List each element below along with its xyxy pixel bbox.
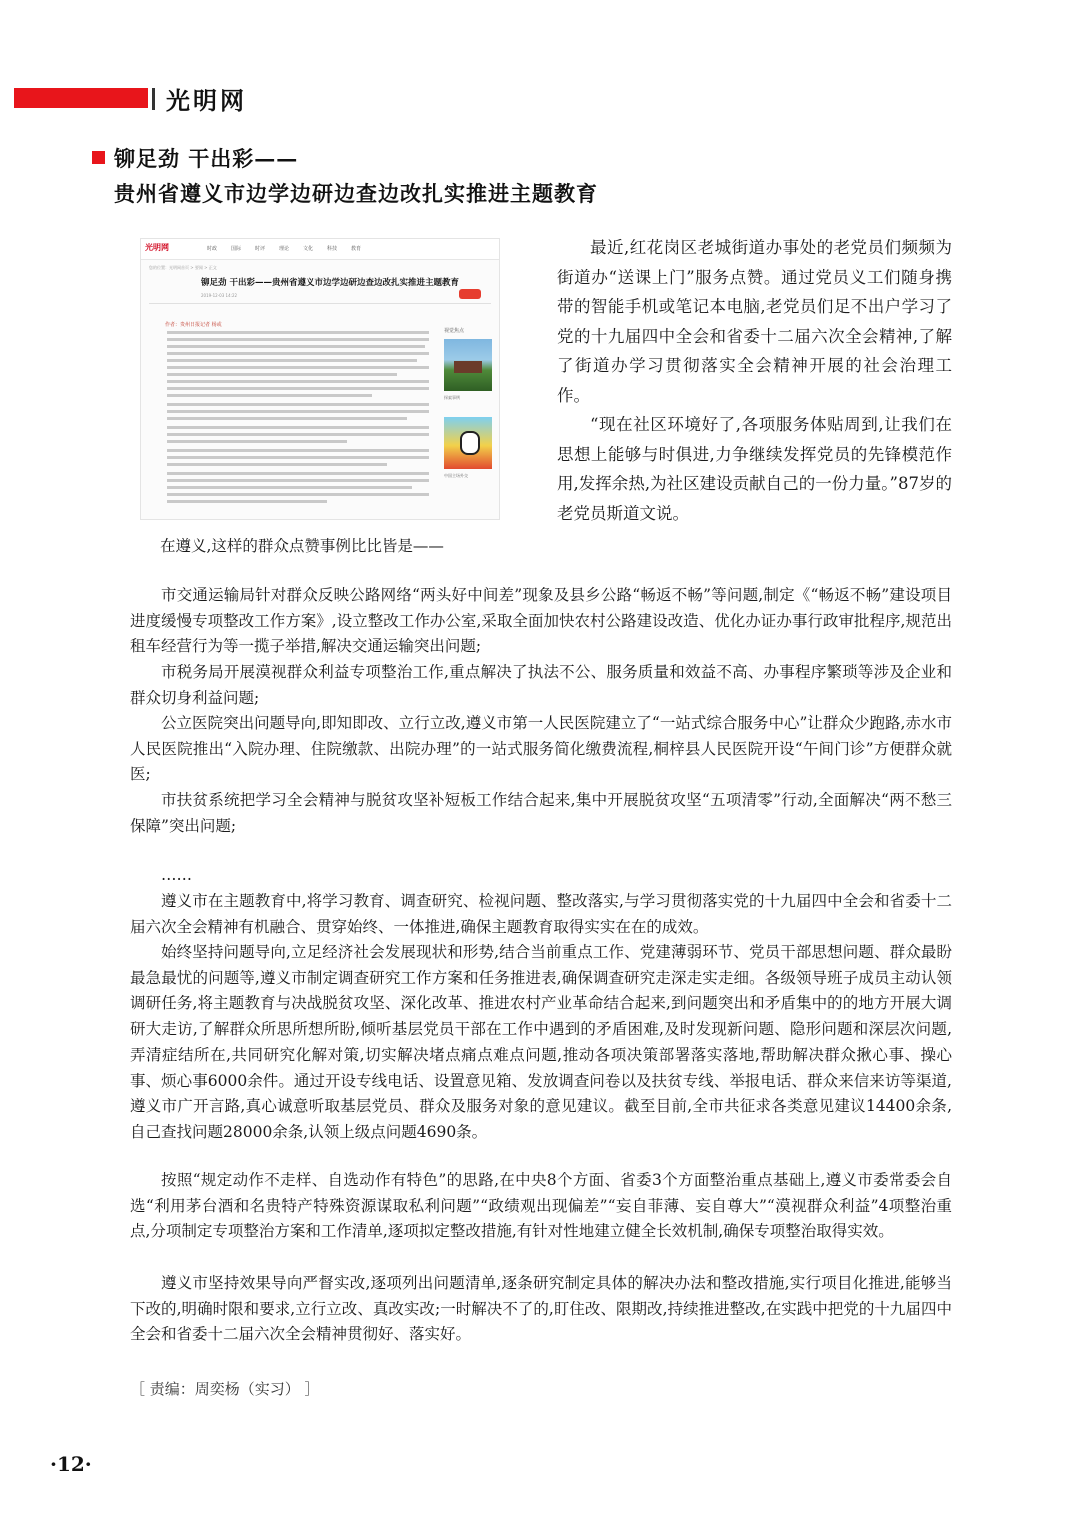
screenshot-text-line bbox=[167, 449, 429, 452]
body-paragraph: 市扶贫系统把学习全会精神与脱贫攻坚补短板工作结合起来,集中开展脱贫攻坚“五项清零”行动,全面解决“两不愁三保障”突出问题; bbox=[130, 791, 952, 835]
body-paragraph: 遵义市坚持效果导向严督实改,逐项列出问题清单,逐条研究制定具体的解决办法和整改措施,实行项目化推进,能够当下改的,明确时限和要求,立行立改、真改实改;一时解决不了的,盯住改、限期改,持续推进整改,在实践中把党的十九届四中全会和省委十二届六次全会精神贯彻好、落实好。 bbox=[130, 1274, 952, 1344]
article-screenshot-figure bbox=[140, 238, 500, 520]
screenshot-nav-item: 国际 bbox=[231, 246, 242, 252]
screenshot-nav-item: 科技 bbox=[327, 246, 338, 252]
screenshot-text-line bbox=[167, 426, 429, 429]
body-paragraph: 按照“规定动作不走样、自选动作有特色”的思路,在中央8个方面、省委3个方面整治重点基础上,遵义市委常委会自选“利用茅台酒和名贵特产特殊资源谋取私利问题”“政绩观出现偏差”“妄自菲薄、妄自尊大”“漠视群众利益”4项整治重点,分项制定专项整治方案和工作清单,逐项拟定整改措施,有针对性地建立健全长效机制,确保专项整治取得实效。 bbox=[130, 1171, 952, 1241]
screenshot-divider bbox=[149, 303, 491, 304]
masthead-name: 光明网 bbox=[166, 87, 247, 115]
body-paragraph: 公立医院突出问题导向,即知即改、立行立改,遵义市第一人民医院建立了“一站式综合服务中心”让群众少跑路,赤水市人民医院推出“入院办理、住院缴款、出院办理”的一站式服务简化缴费流程,桐梓县人民医院开设“午间门诊”方便群众就医; bbox=[130, 714, 952, 784]
screenshot-text-line bbox=[167, 403, 429, 406]
screenshot-text-line bbox=[167, 463, 387, 466]
screenshot-text-line bbox=[167, 387, 429, 390]
screenshot-sidebar-photo-pavilion bbox=[444, 339, 492, 391]
screenshot-text-line bbox=[167, 472, 429, 475]
screenshot-sidebar-photo-panda bbox=[444, 417, 492, 469]
screenshot-sidebar-heading: 视觉焦点 bbox=[444, 328, 465, 334]
screenshot-text-line bbox=[167, 331, 429, 334]
screenshot-article-title: 铆足劲 干出彩——贵州省遵义市边学边研边查边改扎实推进主题教育 bbox=[201, 278, 459, 288]
screenshot-text-line bbox=[167, 359, 417, 362]
screenshot-breadcrumb: 您的位置：光明网首页 > 要闻 > 正文 bbox=[149, 265, 217, 270]
body-paragraph: 始终坚持问题导向,立足经济社会发展现状和形势,结合当前重点工作、党建薄弱环节、党员干部思想问题、群众最盼最急最忧的问题等,遵义市制定调查研究工作方案和任务推进表,确保调查研究走深走实走细。各级领导班子成员主动认领调研任务,将主题教育与决战脱贫攻坚、深化改革、推进农村产业革命结合起来,到问题突出和矛盾集中的的地方开展大调研大走访,了解群众所思所想所盼,倾听基层党员干部在工作中遇到的矛盾困难,及时发现新问题、隐形问题和深层次问题,弄清症结所在,共同研究化解对策,切实解决堵点痛点难点问题,推动各项决策部署落实落地,帮助解决群众揪心事、操心事、烦心事6000余件。通过开设专线电话、设置意见箱、发放调查问卷以及扶贫专线、举报电话、群众来信来访等渠道,遵义市广开言路,真心诚意听取基层党员、群众及服务对象的意见建议。截至目前,全市共征求各类意见建议14400余条,自己查找问题28000余条,认领上级点问题4690条。 bbox=[130, 943, 952, 1141]
body-paragraph: 市税务局开展漠视群众利益专项整治工作,重点解决了执法不公、服务质量和效益不高、办事程序繁琐等涉及企业和群众切身利益问题; bbox=[130, 663, 952, 707]
screenshot-text-line bbox=[167, 456, 429, 459]
screenshot-nav-item: 时评 bbox=[255, 246, 266, 252]
article-title-line-2: 贵州省遵义市边学边研边查边改扎实推进主题教育 bbox=[114, 181, 598, 206]
masthead-red-bar bbox=[14, 88, 148, 108]
body-ellipsis: …… bbox=[161, 866, 192, 884]
screenshot-text-line bbox=[167, 380, 429, 383]
screenshot-nav-item: 理论 bbox=[279, 246, 290, 252]
screenshot-text-line bbox=[167, 366, 429, 369]
screenshot-nav-item: 教育 bbox=[351, 246, 362, 252]
page-number: ·12· bbox=[50, 1452, 92, 1476]
editor-credit: ［ 责编：周奕杨（实习） ］ bbox=[130, 1380, 320, 1398]
screenshot-text-line bbox=[167, 433, 429, 436]
screenshot-text-line bbox=[167, 394, 372, 397]
screenshot-text-line bbox=[167, 493, 429, 496]
screenshot-share-badge-icon bbox=[459, 289, 481, 299]
masthead-divider bbox=[152, 88, 155, 110]
screenshot-sidebar-caption: 中国主场外交 bbox=[444, 473, 468, 478]
screenshot-text-line bbox=[167, 440, 347, 443]
right-column-paragraph: 最近,红花岗区老城街道办事处的老党员们频频为街道办“送课上门”服务点赞。通过党员义工们随身携带的智能手机或笔记本电脑,老党员们足不出户学习了党的十九届四中全会和省委十二届六次全会精神,了解了街道办学习贯彻落实全会精神开展的社会治理工作。 bbox=[557, 238, 952, 405]
article-title-line-1: 铆足劲 干出彩—— bbox=[114, 146, 299, 171]
title-marker-icon bbox=[92, 151, 105, 164]
screenshot-author: 作者：贵州日报记者 杨或 bbox=[165, 322, 222, 328]
figure-caption: 在遵义,这样的群众点赞事例比比皆是—— bbox=[160, 537, 444, 555]
screenshot-meta: 2019-12-03 14:22 bbox=[201, 293, 238, 298]
screenshot-text-line bbox=[167, 479, 429, 482]
screenshot-text-line bbox=[167, 486, 412, 489]
screenshot-text-line bbox=[167, 373, 397, 376]
screenshot-nav-item: 时政 bbox=[207, 246, 218, 252]
screenshot-sidebar-caption: 探索事例 bbox=[444, 395, 460, 400]
screenshot-nav-bar bbox=[141, 239, 499, 260]
body-paragraph: 市交通运输局针对群众反映公路网络“两头好中间差”现象及县乡公路“畅返不畅”等问题,制定《“畅返不畅”建设项目进度缓慢专项整改工作方案》,设立整改工作办公室,采取全面加快农村公路建设改造、优化办证办事行政审批程序,规范出租车经营行为等一揽子举措,解决交通运输突出问题; bbox=[130, 586, 952, 656]
screenshot-nav-item: 文化 bbox=[303, 246, 314, 252]
screenshot-text-line bbox=[167, 338, 429, 341]
screenshot-text-line bbox=[167, 345, 425, 348]
body-paragraph: 遵义市在主题教育中,将学习教育、调查研究、检视问题、整改落实,与学习贯彻落实党的十九届四中全会和省委十二届六次全会精神有机融合、贯穿始终、一体推进,确保主题教育取得实实在在的成效。 bbox=[130, 892, 952, 936]
screenshot-text-line bbox=[167, 500, 327, 503]
right-column-paragraph: “现在社区环境好了,各项服务体贴周到,让我们在思想上能够与时俱进,力争继续发挥党员的先锋模范作用,发挥余热,为社区建设贡献自己的一份力量。”87岁的老党员斯道文说。 bbox=[557, 415, 952, 523]
screenshot-text-line bbox=[167, 352, 429, 355]
screenshot-text-line bbox=[167, 410, 429, 413]
screenshot-logo: 光明网 bbox=[145, 243, 169, 252]
screenshot-text-line bbox=[167, 417, 407, 420]
